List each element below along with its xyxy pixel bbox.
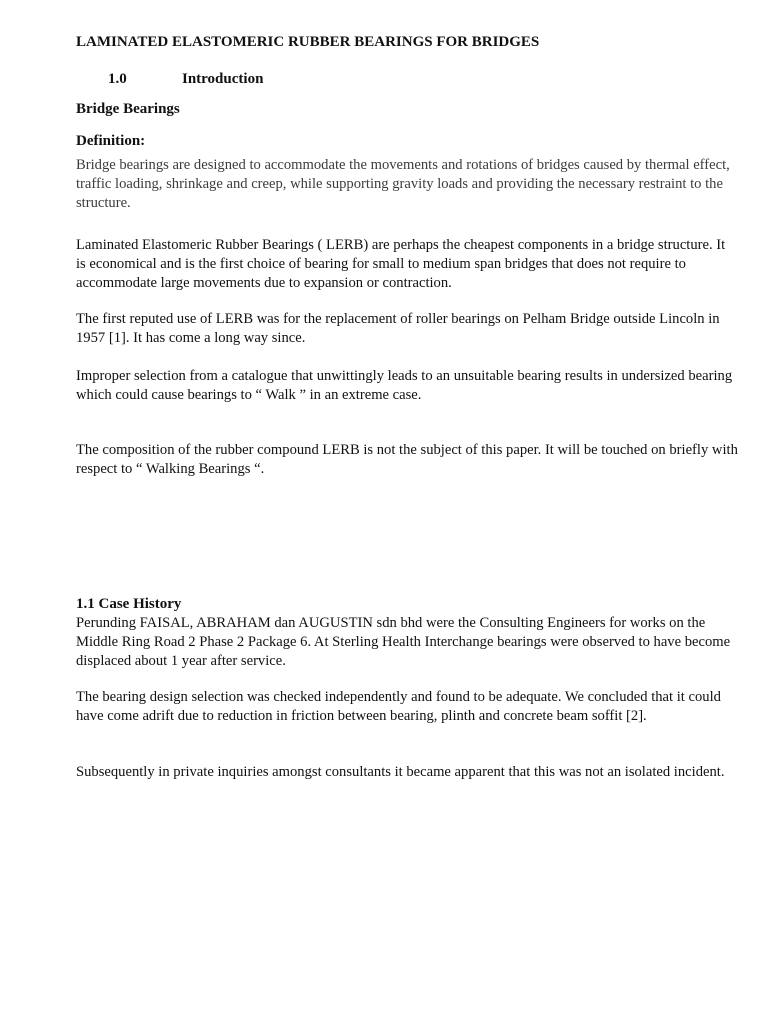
case-history-block bbox=[76, 595, 738, 671]
paragraph-first-use: The first reputed use of LERB was for the replacement of roller bearings on Pelham Bridge outside Lincoln in 1957 [1]. It has come a long way since. bbox=[76, 311, 720, 346]
definition-heading: Definition: bbox=[76, 133, 146, 149]
paragraph-composition: The composition of the rubber compound LERB is not the subject of this paper. It will be touched on briefly with respect to “ Walking Bearings “. bbox=[76, 442, 738, 477]
paragraph-case-history: Perunding FAISAL, ABRAHAM dan AUGUSTIN sdn bhd were the Consulting Engineers for works on the Middle Ring Road 2 Phase 2 Package 6. At Sterling Health Interchange bearings were observed to have become displaced about 1 year after service. bbox=[76, 615, 731, 669]
paragraph-lerb-overview: Laminated Elastomeric Rubber Bearings ( LERB) are perhaps the cheapest components in a bridge structure. It is economical and is the first choice of bearing for small to medium span bridges that does not require to accommodate large movements due to expansion or contraction. bbox=[76, 237, 726, 291]
case-history-heading: 1.1 Case History bbox=[76, 596, 182, 612]
paragraph-design-check: The bearing design selection was checked independently and found to be adequate. We concluded that it could have come adrift due to reduction in friction between bearing, plinth and concrete beam soffit [2]. bbox=[76, 689, 721, 724]
section-title: Introduction bbox=[182, 71, 264, 87]
paragraph-improper-selection: Improper selection from a catalogue that unwittingly leads to an unsuitable bearing results in undersized bearing which could cause bearings to “ Walk ” in an extreme case. bbox=[76, 368, 733, 403]
paragraph-private-inquiries: Subsequently in private inquiries amongst consultants it became apparent that this was not an isolated incident. bbox=[76, 764, 725, 780]
document-title: LAMINATED ELASTOMERIC RUBBER BEARINGS FOR BRIDGES bbox=[76, 34, 540, 50]
paragraph-definition: Bridge bearings are designed to accommodate the movements and rotations of bridges caused by thermal effect, traffic loading, shrinkage and creep, while supporting gravity loads and providing the necessary restraint to the structure. bbox=[76, 157, 730, 211]
subheading: Bridge Bearings bbox=[76, 101, 180, 117]
section-number: 1.0 bbox=[108, 71, 127, 87]
